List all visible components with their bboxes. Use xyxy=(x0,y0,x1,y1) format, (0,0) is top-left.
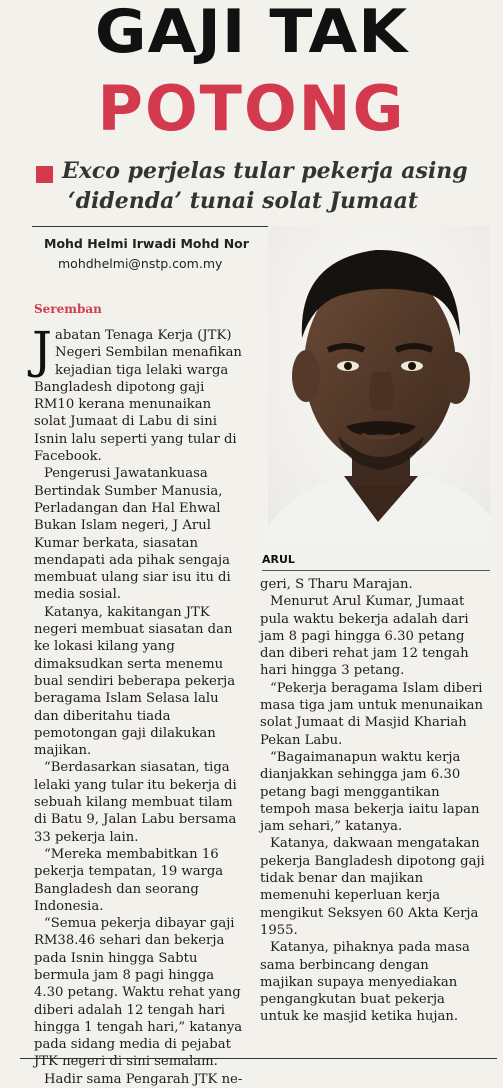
drop-cap: J xyxy=(32,321,53,379)
byline-author: Mohd Helmi Irwadi Mohd Nor xyxy=(44,236,249,251)
paragraph: Katanya, pihaknya pada masa sama berbincang dengan majikan supaya menyediakan pengangkutan buat pekerja untuk ke masjid ketika hujan. xyxy=(260,940,470,1025)
paragraph: Menurut Arul Kumar, Jumaat pula waktu bekerja adalah dari jam 8 pagi hingga 6.30 petang dan diberi rehat jam 12 tengah hari hingga 3 petang. xyxy=(260,594,469,679)
paragraph: “Mereka membabitkan 16 pekerja tempatan, 19 warga Bangladesh dan seorang Indonesia. xyxy=(34,846,224,914)
paragraph: Hadir sama Pengarah JTK ne- xyxy=(44,1071,243,1087)
caption-divider xyxy=(262,570,490,571)
paragraph: Jabatan Tenaga Kerja (JTK) Negeri Sembilan menafikan kejadian tiga lelaki warga Bangladesh dipotong gaji RM10 kerana menunaikan solat Jumaat di Labu di sini Isnin lalu seperti yang tular di Facebook. xyxy=(32,321,242,465)
dateline: Seremban xyxy=(34,302,102,316)
portrait-photo xyxy=(268,226,490,546)
article-column-1 xyxy=(32,321,244,1088)
article-column-2 xyxy=(260,576,486,1026)
paragraph: Pengerusi Jawatankuasa Bertindak Sumber Manusia, Perladangan dan Hal Ehwal Bukan Islam negeri, J Arul Kumar berkata, siasatan mendapati ada pihak sengaja membuat ulang siar isu itu di media sosial. xyxy=(34,466,231,603)
paragraph: geri, S Tharu Marajan. xyxy=(260,577,413,592)
paragraph: “Pekerja beragama Islam diberi masa tiga jam untuk menunaikan solat Jumaat di Masjid Khariah Pekan Labu. xyxy=(260,680,484,748)
subheadline-line-1: Exco perjelas tular pekerja asing xyxy=(62,158,468,184)
paragraph: “Semua pekerja dibayar gaji RM38.46 sehari dan bekerja pada Isnin hingga Sabtu bermula jam 8 pagi hingga 4.30 petang. Waktu rehat yang diberi adalah 12 tengah hari hingga 1 tengah hari,” katanya pada sidang media di pejabat JTK negeri di sini semalam. xyxy=(34,916,243,1070)
paragraph: Katanya, dakwaan mengatakan pekerja Bangladesh dipotong gaji tidak benar dan majikan memenuhi keperluan kerja mengikut Seksyen 60 Akta Kerja 1955. xyxy=(260,836,485,938)
byline-email: mohdhelmi@nstp.com.my xyxy=(58,256,223,271)
headline-line-2: POTONG xyxy=(97,72,406,145)
subheadline-line-2: ‘didenda’ tunai solat Jumaat xyxy=(68,188,419,214)
square-bullet-icon xyxy=(36,166,53,183)
paragraph: “Bagaimanapun waktu kerja dianjakkan sehingga jam 6.30 petang bagi menggantikan tempoh masa bekerja iaitu lapan jam sehari,” katanya. xyxy=(260,749,480,835)
subheadline xyxy=(62,156,492,216)
paragraph: “Berdasarkan siasatan, tiga lelaki yang tular itu bekerja di sebuah kilang membuat tilam di Batu 9, Jalan Labu bersama 33 pekerja lain. xyxy=(34,760,237,845)
bottom-divider xyxy=(20,1058,497,1059)
headline-line-1: GAJI TAK xyxy=(94,0,409,67)
photo-caption: ARUL xyxy=(262,553,295,566)
paragraph: Katanya, kakitangan JTK negeri membuat siasatan dan ke lokasi kilang yang dimaksudkan serta menemu bual sendiri beberapa pekerja beragama Islam Selasa lalu dan diberitahu tiada pemotongan gaji dilakukan majikan. xyxy=(34,604,236,759)
